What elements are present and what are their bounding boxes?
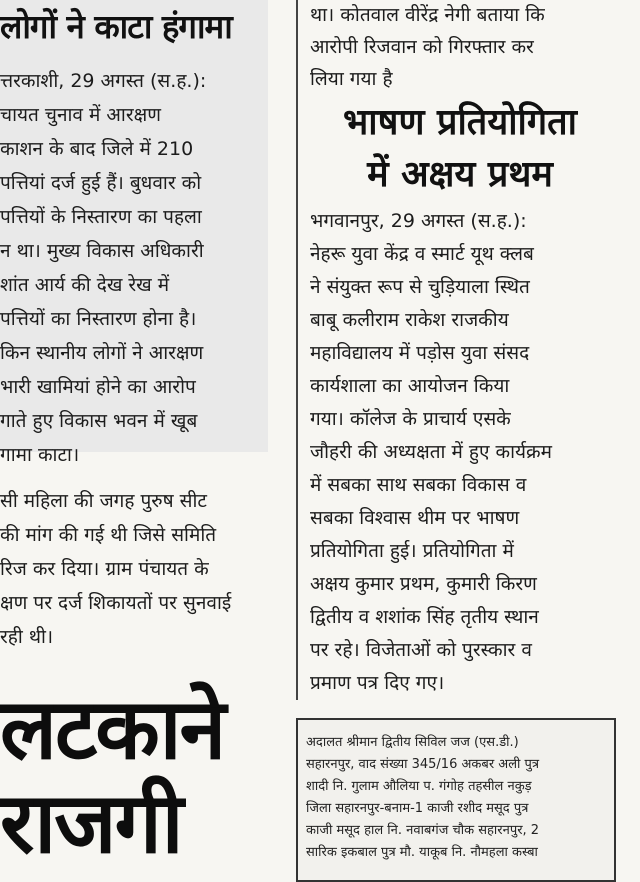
right-body-line: महाविद्यालय में पड़ोस युवा संसद [310, 342, 530, 364]
left-line: रही थी। [0, 626, 54, 648]
right-body-line: प्रमाण पत्र दिए गए। [310, 672, 445, 694]
left-headline: लोगों ने काटा हंगामा [0, 7, 232, 46]
left-line: चायत चुनाव में आरक्षण [0, 104, 161, 126]
notice-line: सहारनपुर, वाद संख्या 345/16 अकबर अली पुत्र [306, 757, 540, 772]
right-body-line: प्रतियोगिता हुई। प्रतियोगिता में [310, 540, 514, 562]
left-line: भारी खामियां होने का आरोप [0, 376, 196, 398]
notice-line: सारिक इकबाल पुत्र मौ. याकूब नि. नौमहला कस्बा [306, 845, 538, 860]
notice-line: काजी मसूद हाल नि. नवाबगंज चौक सहारनपुर, 2 [306, 823, 540, 838]
left-line: त्तरकाशी, 29 अगस्त (स.ह.): [0, 70, 207, 92]
notice-line: अदालत श्रीमान द्वितीय सिविल जज (एस.डी.) [306, 735, 519, 750]
right-body-line: सबका विश्वास थीम पर भाषण [310, 507, 520, 529]
right-body-line: अक्षय कुमार प्रथम, कुमारी किरण [310, 573, 537, 595]
right-body-line: गया। कॉलेज के प्राचार्य एसके [310, 408, 511, 430]
right-body-line: नेहरू युवा केंद्र व स्मार्ट यूथ क्लब [310, 243, 534, 265]
right-body-line: ने संयुक्त रूप से चुड़ियाला स्थित [310, 276, 530, 298]
left-line: सी महिला की जगह पुरुष सीट [0, 490, 208, 512]
left-line: की मांग की गई थी जिसे समिति [0, 524, 217, 546]
notice-line: जिला सहारनपुर-बनाम-1 काजी रशीद मसूद पुत्र [306, 801, 529, 816]
left-line: गामा काटा। [0, 444, 80, 466]
left-line: रिज कर दिया। ग्राम पंचायत के [0, 558, 209, 580]
notice-line: शादी नि. गुलाम औलिया प. गंगोह तहसील नकुड़ [306, 779, 532, 794]
left-article [0, 0, 268, 857]
left-line: पत्तियों के निस्तारण का पहला [0, 206, 202, 228]
right-body-line: जौहरी की अध्यक्षता में हुए कार्यक्रम [310, 441, 553, 463]
bottom-headline-line2: राजगी [0, 774, 182, 857]
right-body-line: भगवानपुर, 29 अगस्त (स.ह.): [310, 210, 527, 232]
right-headline-line1: भाषण प्रतियोगिता [343, 102, 577, 143]
right-top-line: लिया गया है [310, 68, 393, 90]
left-line: काशन के बाद जिले में 210 [0, 138, 194, 160]
right-top-line: था। कोतवाल वीरेंद्र नेगी बताया कि [310, 4, 545, 26]
bottom-headline-line1: लटकाने [0, 680, 225, 778]
column-divider [296, 0, 298, 700]
right-top-line: आरोपी रिजवान को गिरफ्तार कर [310, 36, 534, 58]
right-body-line: में सबका साथ सबका विकास व [310, 474, 527, 496]
court-notice [296, 718, 616, 882]
right-body-line: बाबू कलीराम राकेश राजकीय [310, 309, 509, 331]
right-headline-line2: में अक्षय प्रथम [367, 154, 553, 195]
left-line: पत्तियां दर्ज हुई हैं। बुधवार को [0, 172, 202, 194]
left-line: न था। मुख्य विकास अधिकारी [0, 240, 204, 262]
right-body-line: पर रहे। विजेताओं को पुरस्कार व [310, 639, 532, 661]
left-line: गाते हुए विकास भवन में खूब [0, 410, 198, 432]
left-line: किन स्थानीय लोगों ने आरक्षण [0, 342, 204, 364]
left-line: क्षण पर दर्ज शिकायतों पर सुनवाई [0, 592, 232, 614]
left-line: पत्तियों का निस्तारण होना है। [0, 308, 197, 330]
left-line: शांत आर्य की देख रेख में [0, 274, 170, 296]
right-body-line: द्वितीय व शशांक सिंह तृतीय स्थान [310, 606, 539, 628]
right-body-line: कार्यशाला का आयोजन किया [310, 375, 510, 397]
